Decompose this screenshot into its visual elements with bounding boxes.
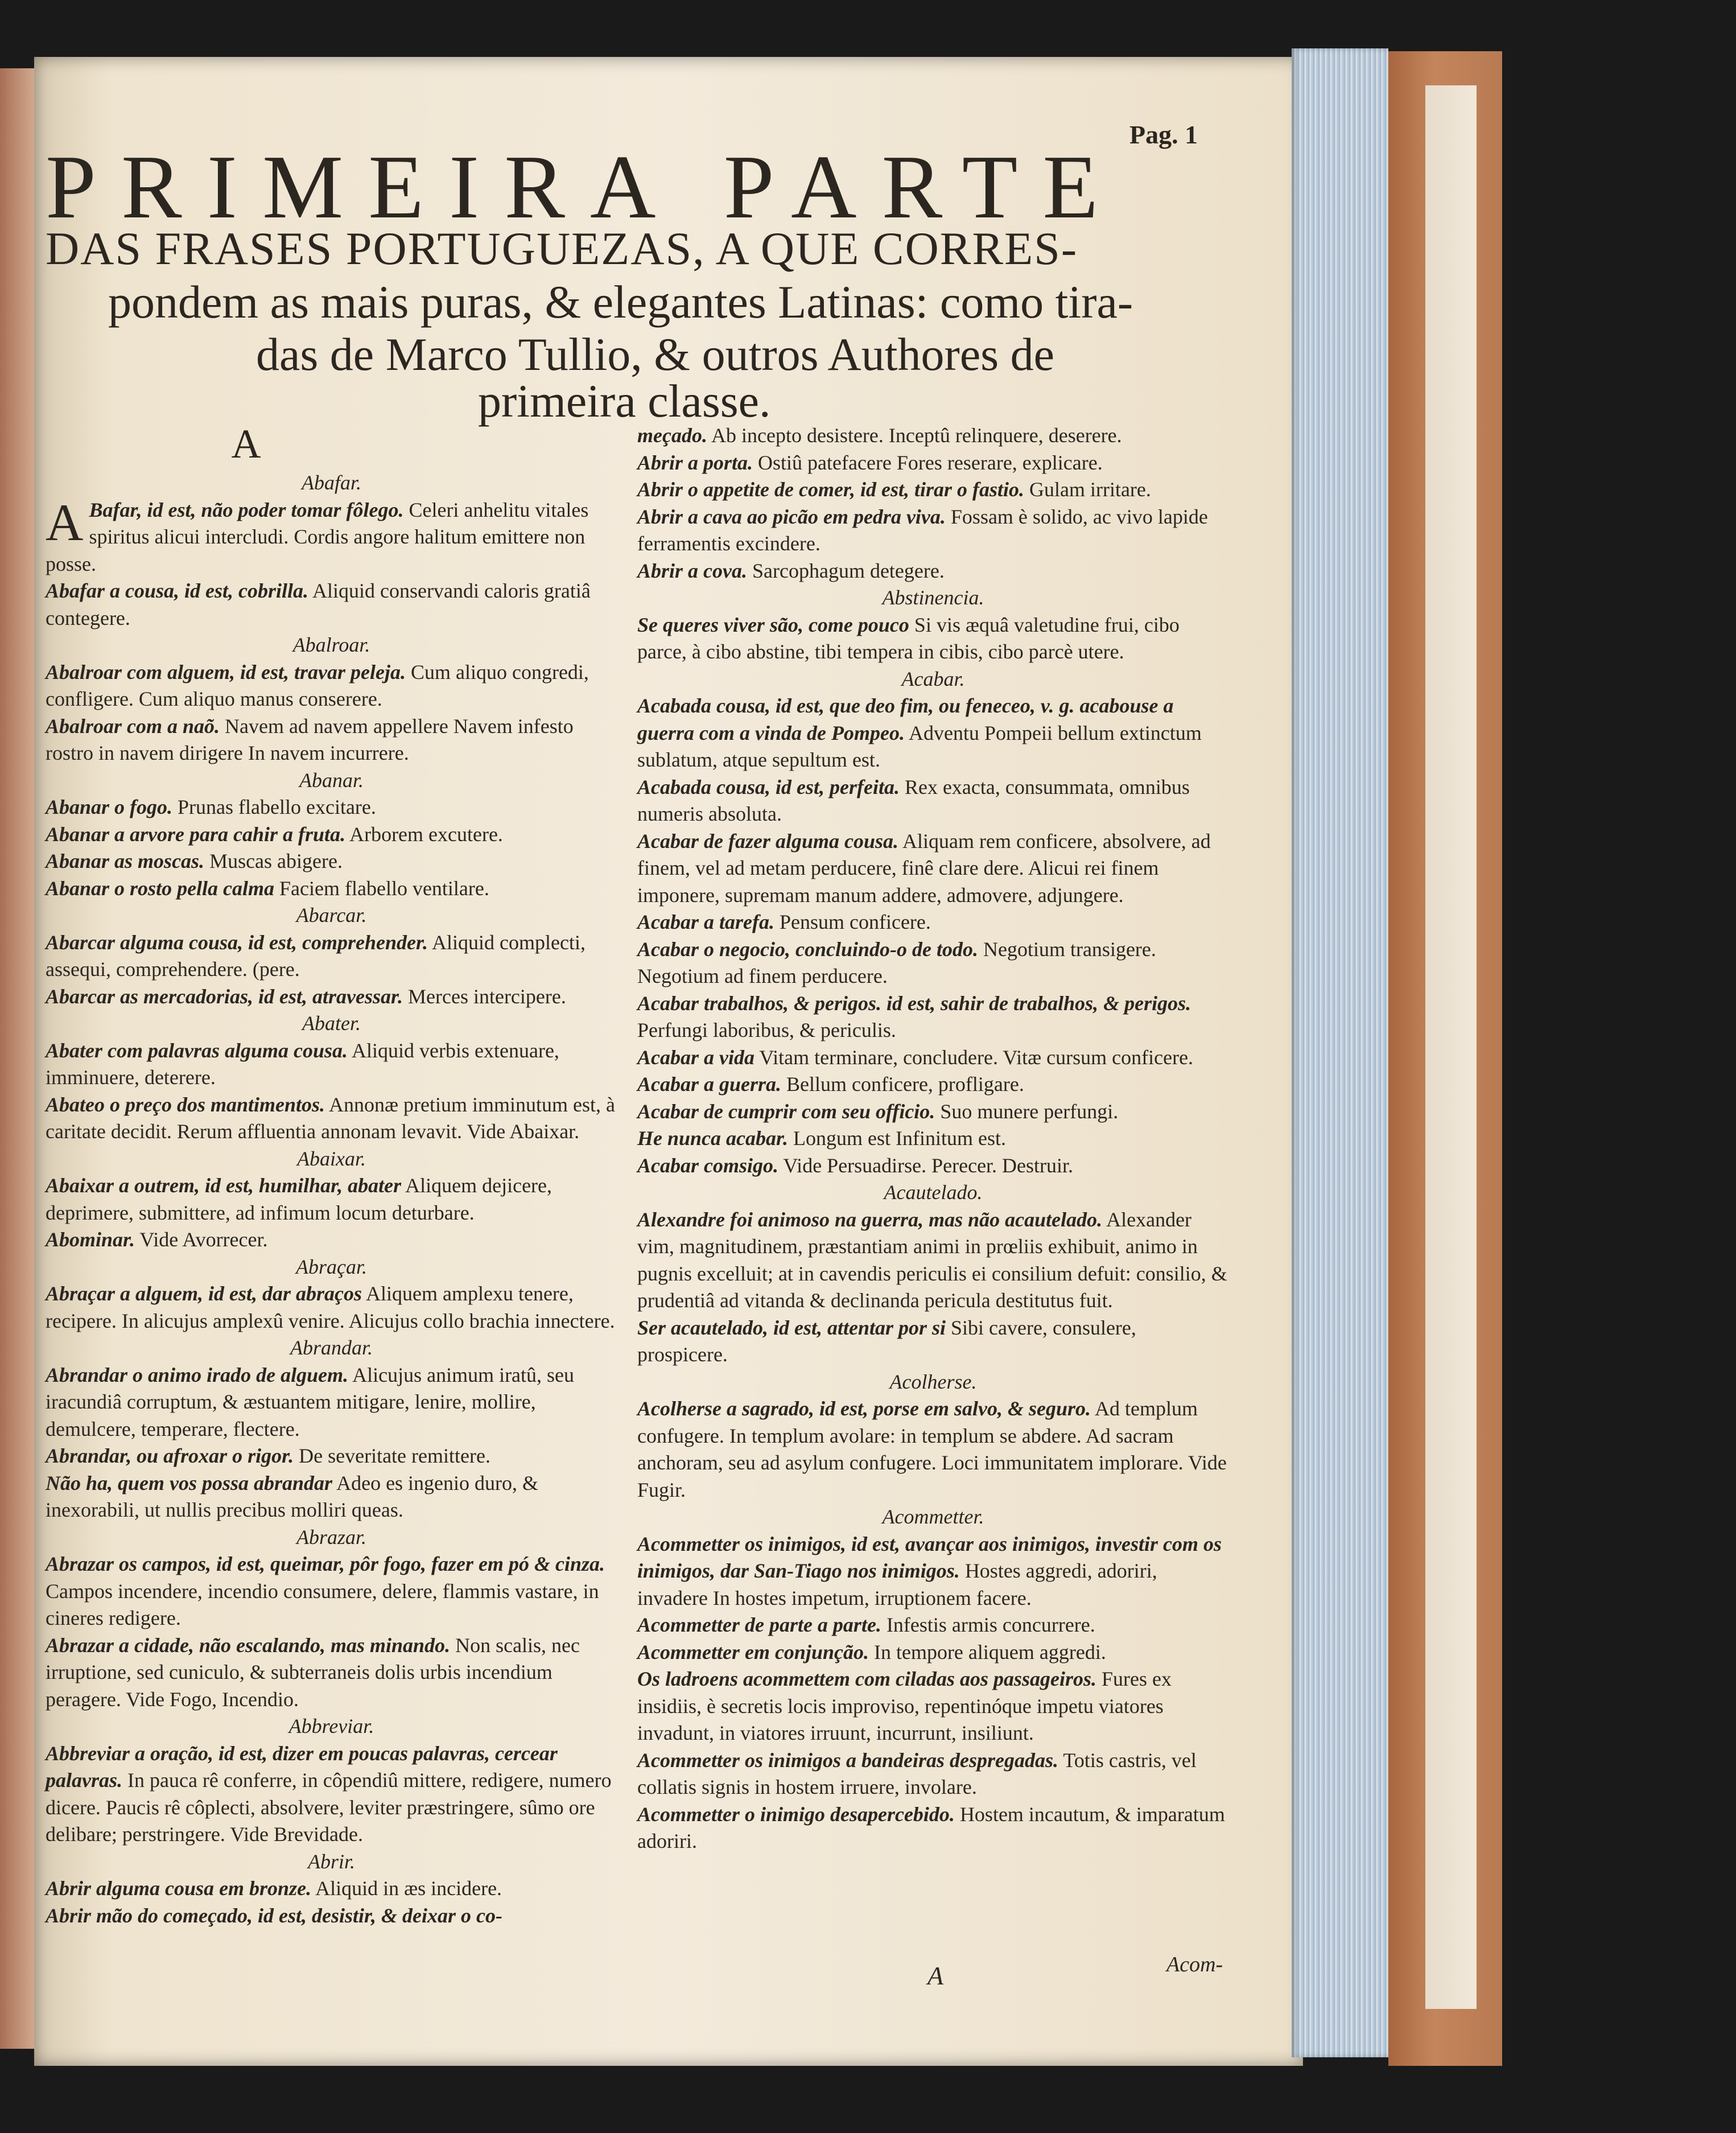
latin-translation: Pensum conficere. <box>774 911 931 933</box>
left-entries <box>46 470 617 1929</box>
page-number: Pag. 1 <box>1129 120 1198 149</box>
entry-heading: Abrir. <box>307 1850 356 1873</box>
latin-translation: Gulam irritare. <box>1024 478 1151 501</box>
dictionary-entry <box>46 1632 617 1714</box>
latin-translation: Cum aliquo congredi, confligere. Cum aliquo manus conserere. <box>46 660 589 710</box>
dictionary-entry <box>46 1092 617 1146</box>
portuguese-phrase: Abalroar com alguem, id est, travar peleja. <box>46 660 406 683</box>
latin-translation: Aliquem amplexu tenere, recipere. In alicujus amplexû venire. Alicujus collo brachia innectere. <box>46 1282 615 1332</box>
dictionary-entry <box>637 1315 1229 1369</box>
catchword: Acom- <box>1166 1953 1223 1976</box>
latin-translation: Hostem incautum, & imparatum adoriri. <box>637 1802 1225 1852</box>
dictionary-entry <box>637 1612 1229 1639</box>
left-column <box>46 418 617 1929</box>
latin-translation: Hostes aggredi, adoriri, invadere In hostes impetum, irruptionem facere. <box>637 1559 1157 1609</box>
latin-translation: Infestis armis concurrere. <box>881 1613 1095 1636</box>
dictionary-entry <box>637 504 1229 558</box>
dictionary-entry <box>637 990 1229 1044</box>
dictionary-entry <box>637 1044 1229 1072</box>
dictionary-entry <box>46 1740 617 1848</box>
portuguese-phrase: Acabar a guerra. <box>637 1073 782 1096</box>
latin-translation: Muscas abigere. <box>204 850 343 872</box>
dictionary-entry <box>637 422 1229 450</box>
latin-translation: Navem ad navem appellere Navem infesto rostro in navem dirigere In navem incurrere. <box>46 714 574 764</box>
latin-translation: Prunas flabello excitare. <box>172 796 376 818</box>
dictionary-entry <box>637 1206 1229 1315</box>
dictionary-entry <box>637 936 1229 990</box>
latin-translation: Sibi cavere, consulere, prospicere. <box>637 1316 1136 1366</box>
portuguese-phrase: meçado. <box>637 424 707 447</box>
dictionary-entry <box>637 1639 1229 1666</box>
title-line-5: primeira classe. <box>478 375 771 427</box>
portuguese-phrase: Os ladroens acommettem com ciladas aos passageiros. <box>637 1667 1096 1690</box>
dictionary-entry <box>46 929 617 983</box>
portuguese-phrase: Abrazar a cidade, não escalando, mas minando. <box>46 1633 451 1657</box>
title-line-4: das de Marco Tullio, & outros Authores de <box>256 328 1055 380</box>
dictionary-entry <box>46 1172 617 1226</box>
dictionary-entry <box>637 1666 1229 1747</box>
latin-translation: Aliquid complecti, assequi, comprehendere. (pere. <box>46 930 585 981</box>
dictionary-entry <box>637 1098 1229 1126</box>
entry-heading: Abraçar. <box>296 1255 367 1278</box>
dictionary-entry <box>46 848 617 875</box>
latin-translation: Aliquem dejicere, deprimere, submittere, ad infimum locum deturbare. <box>46 1174 552 1224</box>
portuguese-phrase: Abraçar a alguem, id est, dar abraços <box>46 1282 362 1305</box>
latin-translation: Vide Avorrecer. <box>135 1228 268 1251</box>
portuguese-phrase: Abarcar alguma cousa, id est, comprehender. <box>46 930 428 954</box>
portuguese-phrase: Abafar a cousa, id est, cobrilla. <box>46 579 309 602</box>
dictionary-entry <box>637 909 1229 936</box>
portuguese-phrase: Acommetter em conjunção. <box>637 1640 869 1663</box>
entry-heading: Abrandar. <box>290 1336 373 1359</box>
right-column <box>637 422 1229 1855</box>
dictionary-entry <box>637 693 1229 774</box>
dictionary-entry <box>46 1875 617 1903</box>
dictionary-entry <box>46 1037 617 1092</box>
dictionary-entry <box>637 1801 1229 1855</box>
portuguese-phrase: Abrandar, ou afroxar o rigor. <box>46 1444 294 1467</box>
dictionary-entry <box>46 493 617 578</box>
entry-heading: Acabar. <box>901 667 965 690</box>
dictionary-entry <box>637 476 1229 504</box>
entry-heading: Abstinencia. <box>882 586 984 609</box>
dictionary-entry <box>46 1903 617 1930</box>
latin-translation: Faciem flabello ventilare. <box>274 876 489 900</box>
latin-translation: In tempore aliquem aggredi. <box>868 1640 1106 1663</box>
portuguese-phrase: Abrir alguma cousa em bronze. <box>46 1877 312 1900</box>
portuguese-phrase: Abanar o fogo. <box>46 796 173 818</box>
entry-heading: Abarcar. <box>296 904 367 927</box>
dictionary-entry <box>637 1531 1229 1612</box>
latin-translation: Ostiû patefacere Fores reserare, explicare. <box>753 451 1103 474</box>
portuguese-phrase: Abrazar os campos, id est, queimar, pôr fogo, fazer em pó & cinza. <box>46 1553 605 1575</box>
dictionary-entry <box>637 1125 1229 1152</box>
entry-heading: Abrazar. <box>296 1525 367 1549</box>
entry-heading: Abalroar. <box>292 633 370 656</box>
dictionary-entry <box>46 578 617 632</box>
entry-heading: Abanar. <box>299 768 364 792</box>
dictionary-entry <box>637 828 1229 909</box>
dictionary-entry <box>46 1443 617 1470</box>
portuguese-phrase: Abrir o appetite de comer, id est, tirar o fastio. <box>637 478 1024 501</box>
portuguese-phrase: Ser acautelado, id est, attentar por si <box>637 1316 946 1339</box>
latin-translation: Aliquam rem conficere, absolvere, ad finem, vel ad metam perducere, finê clare dere. Alicui rei finem imponere, supremam manum addere, admovere, adjungere. <box>637 829 1211 907</box>
portuguese-phrase: Bafar, id est, não poder tomar fôlego. <box>89 498 404 521</box>
latin-translation: Si vis æquâ valetudine frui, cibo parce, à cibo abstine, tibi tempera in cibis, cibo parcè utere. <box>637 613 1180 663</box>
portuguese-phrase: Abrir a cava ao picão em pedra viva. <box>637 505 946 528</box>
latin-translation: Aliquid conservandi caloris gratiâ contegere. <box>46 579 591 629</box>
portuguese-phrase: He nunca acabar. <box>637 1127 789 1150</box>
portuguese-phrase: Acabada cousa, id est, que deo fim, ou feneceo, v. g. acabouse a guerra com a vinda de Pompeo. <box>637 694 1174 744</box>
portuguese-phrase: Abbreviar a oração, id est, dizer em poucas palavras, cercear palavras. <box>46 1741 558 1792</box>
latin-translation: Vide Persuadirse. Perecer. Destruir. <box>778 1154 1074 1177</box>
portuguese-phrase: Acabar a vida <box>637 1045 754 1069</box>
latin-translation: Adventu Pompeii bellum extinctum sublatum, atque sepultum est. <box>637 721 1202 771</box>
portuguese-phrase: Acabar o negocio, concluindo-o de todo. <box>637 937 978 961</box>
latin-translation: Campos incendere, incendio consumere, delere, flammis vastare, in cineres redigere. <box>46 1579 599 1629</box>
drop-cap: A <box>46 493 84 551</box>
portuguese-phrase: Abanar as moscas. <box>46 850 205 872</box>
dictionary-entry <box>637 1071 1229 1098</box>
latin-translation: Fossam è solido, ac vivo lapide ferramentis excindere. <box>637 505 1208 555</box>
latin-translation: Suo munere perfungi. <box>935 1100 1119 1123</box>
portuguese-phrase: Abrir mão do começado, id est, desistir, & deixar o co- <box>46 1904 502 1927</box>
latin-translation: Rex exacta, consummata, omnibus numeris absoluta. <box>637 775 1190 825</box>
latin-translation: Alicujus animum iratû, seu iracundiâ corruptum, & æstuantem mitigare, lenire, mollire, demulcere, temperare, flectere. <box>46 1363 575 1440</box>
dictionary-entry <box>46 1280 617 1335</box>
dictionary-entry <box>46 983 617 1011</box>
latin-translation: Alexander vim, magnitudinem, præstantiam animi in prœliis exhibuit, animo in pugnis excelluit; at in cavendis periculis ei consilium defuit: consilio, & prudentiâ ad vitanda & declinanda pericula destitutus fuit. <box>637 1208 1227 1312</box>
portuguese-phrase: Abalroar com a naõ. <box>46 714 220 738</box>
latin-translation: De severitate remittere. <box>294 1444 490 1467</box>
dictionary-entry <box>46 1226 617 1254</box>
entry-heading: Acommetter. <box>882 1505 984 1528</box>
latin-translation: Aliquid in æs incidere. <box>311 1877 502 1900</box>
latin-translation: Non scalis, nec irruptione, sed cuniculo, & subterraneis dolis urbis incendium peragere. Vide Fogo, Incendio. <box>46 1633 580 1711</box>
portuguese-phrase: Abominar. <box>46 1228 135 1251</box>
dictionary-entry <box>46 1362 617 1443</box>
portuguese-phrase: Abater com palavras alguma cousa. <box>46 1039 348 1062</box>
portuguese-phrase: Acabar de cumprir com seu officio. <box>637 1100 935 1123</box>
dictionary-entry <box>46 1470 617 1524</box>
page-edges <box>1292 48 1388 2057</box>
entry-heading: Abbreviar. <box>288 1715 374 1737</box>
latin-translation: In pauca rê conferre, in côpendiû mittere, redigere, numero dicere. Paucis rê côplecti, absolvere, leviter præstringere, sûmo ore delibare; perstringere. Vide Brevidade. <box>46 1769 612 1846</box>
latin-translation: Bellum conficere, profligare. <box>781 1073 1024 1096</box>
portuguese-phrase: Acabar comsigo. <box>637 1154 778 1177</box>
portuguese-phrase: Abateo o preço dos mantimentos. <box>46 1093 325 1116</box>
dictionary-entry <box>46 1551 617 1632</box>
latin-translation: Ad templum confugere. In templum avolare: in templum se abdere. Ad sacram anchoram, seu ad asylum confugere. Loci immunitatem implorare. Vide Fugir. <box>637 1397 1227 1501</box>
latin-translation: Arborem excutere. <box>345 822 503 846</box>
latin-translation: Sarcophagum detegere. <box>747 559 945 582</box>
portuguese-phrase: Não ha, quem vos possa abrandar <box>46 1471 333 1494</box>
portuguese-phrase: Abrir a cova. <box>637 559 747 582</box>
latin-translation: Longum est Infinitum est. <box>788 1127 1006 1150</box>
endpaper <box>1425 85 1477 2009</box>
portuguese-phrase: Acolherse a sagrado, id est, porse em salvo, & seguro. <box>637 1397 1091 1420</box>
latin-translation: Negotium transigere. Negotium ad finem perducere. <box>637 937 1156 987</box>
title-subtitle: DAS FRASES PORTUGUEZAS, A QUE CORRES- <box>46 223 1078 274</box>
entry-heading: Acolherse. <box>889 1370 977 1393</box>
dictionary-entry <box>637 612 1229 666</box>
portuguese-phrase: Acabar de fazer alguma cousa. <box>637 829 898 853</box>
entry-heading: Abaixar. <box>297 1147 366 1170</box>
dictionary-entry <box>46 794 617 821</box>
dictionary-entry <box>637 1747 1229 1801</box>
latin-translation: Merces intercipere. <box>403 985 566 1008</box>
dictionary-entry <box>46 821 617 849</box>
dictionary-entry <box>637 558 1229 585</box>
latin-translation: Celeri anhelitu vitales spiritus alicui intercludi. Cordis angore halitum emittere non posse. <box>46 498 589 575</box>
portuguese-phrase: Abrandar o animo irado de alguem. <box>46 1363 349 1386</box>
dictionary-entry <box>46 713 617 767</box>
portuguese-phrase: Acommetter de parte a parte. <box>637 1613 881 1636</box>
latin-translation: Annonæ pretium imminutum est, à caritate decidit. Rerum affluentia annonam levavit. Vide Abaixar. <box>46 1093 615 1143</box>
dictionary-entry <box>637 774 1229 828</box>
portuguese-phrase: Acabar a tarefa. <box>637 911 774 933</box>
latin-translation: Adeo es ingenio duro, & inexorabili, ut nullis precibus molliri queas. <box>46 1471 539 1521</box>
signature-mark: A <box>927 1961 944 1990</box>
portuguese-phrase: Acommetter o inimigo desapercebido. <box>637 1802 955 1826</box>
entry-heading: Abater. <box>302 1012 361 1035</box>
dictionary-entry <box>46 659 617 713</box>
portuguese-phrase: Abanar o rosto pella calma <box>46 876 275 900</box>
entry-heading: Acautelado. <box>884 1181 983 1204</box>
title-main: PRIMEIRA PARTE <box>46 136 1124 237</box>
latin-translation: Aliquid verbis extenuare, imminuere, deterere. <box>46 1039 559 1089</box>
dictionary-entry <box>637 1152 1229 1180</box>
title-line-3: pondem as mais puras, & elegantes Latinas: como tira- <box>108 276 1133 328</box>
dictionary-entry <box>637 450 1229 477</box>
portuguese-phrase: Se queres viver são, come pouco <box>637 613 909 636</box>
portuguese-phrase: Acabar trabalhos, & perigos. id est, sahir de trabalhos, & perigos. <box>637 991 1191 1015</box>
portuguese-phrase: Abaixar a outrem, id est, humilhar, abater <box>46 1174 402 1197</box>
section-letter: A <box>231 421 261 467</box>
right-entries <box>637 422 1229 1855</box>
latin-translation: Fures ex insidiis, è secretis locis improviso, repentinóque impetu viatores invadunt, in viatores irruunt, incurrunt, insiliunt. <box>637 1667 1172 1744</box>
portuguese-phrase: Abrir a porta. <box>637 451 753 474</box>
latin-translation: Vitam terminare, concludere. Vitæ cursum conficere. <box>754 1045 1194 1069</box>
latin-translation: Ab incepto desistere. Inceptû relinquere, deserere. <box>707 424 1122 447</box>
portuguese-phrase: Abanar a arvore para cahir a fruta. <box>46 822 346 846</box>
portuguese-phrase: Abarcar as mercadorias, id est, atravessar. <box>46 985 403 1008</box>
portuguese-phrase: Acommetter os inimigos a bandeiras despregadas. <box>637 1748 1059 1772</box>
dictionary-entry <box>46 875 617 903</box>
portuguese-phrase: Acommetter os inimigos, id est, avançar aos inimigos, investir com os inimigos, dar San-Tiago nos inimigos. <box>637 1532 1222 1582</box>
latin-translation: Totis castris, vel collatis signis in hostem irruere, involare. <box>637 1748 1197 1798</box>
entry-heading: Abafar. <box>301 471 361 494</box>
latin-translation: Perfungi laboribus, & periculis. <box>637 1019 896 1041</box>
dictionary-entry <box>637 1395 1229 1504</box>
portuguese-phrase: Alexandre foi animoso na guerra, mas não acautelado. <box>637 1208 1103 1231</box>
portuguese-phrase: Acabada cousa, id est, perfeita. <box>637 775 900 798</box>
